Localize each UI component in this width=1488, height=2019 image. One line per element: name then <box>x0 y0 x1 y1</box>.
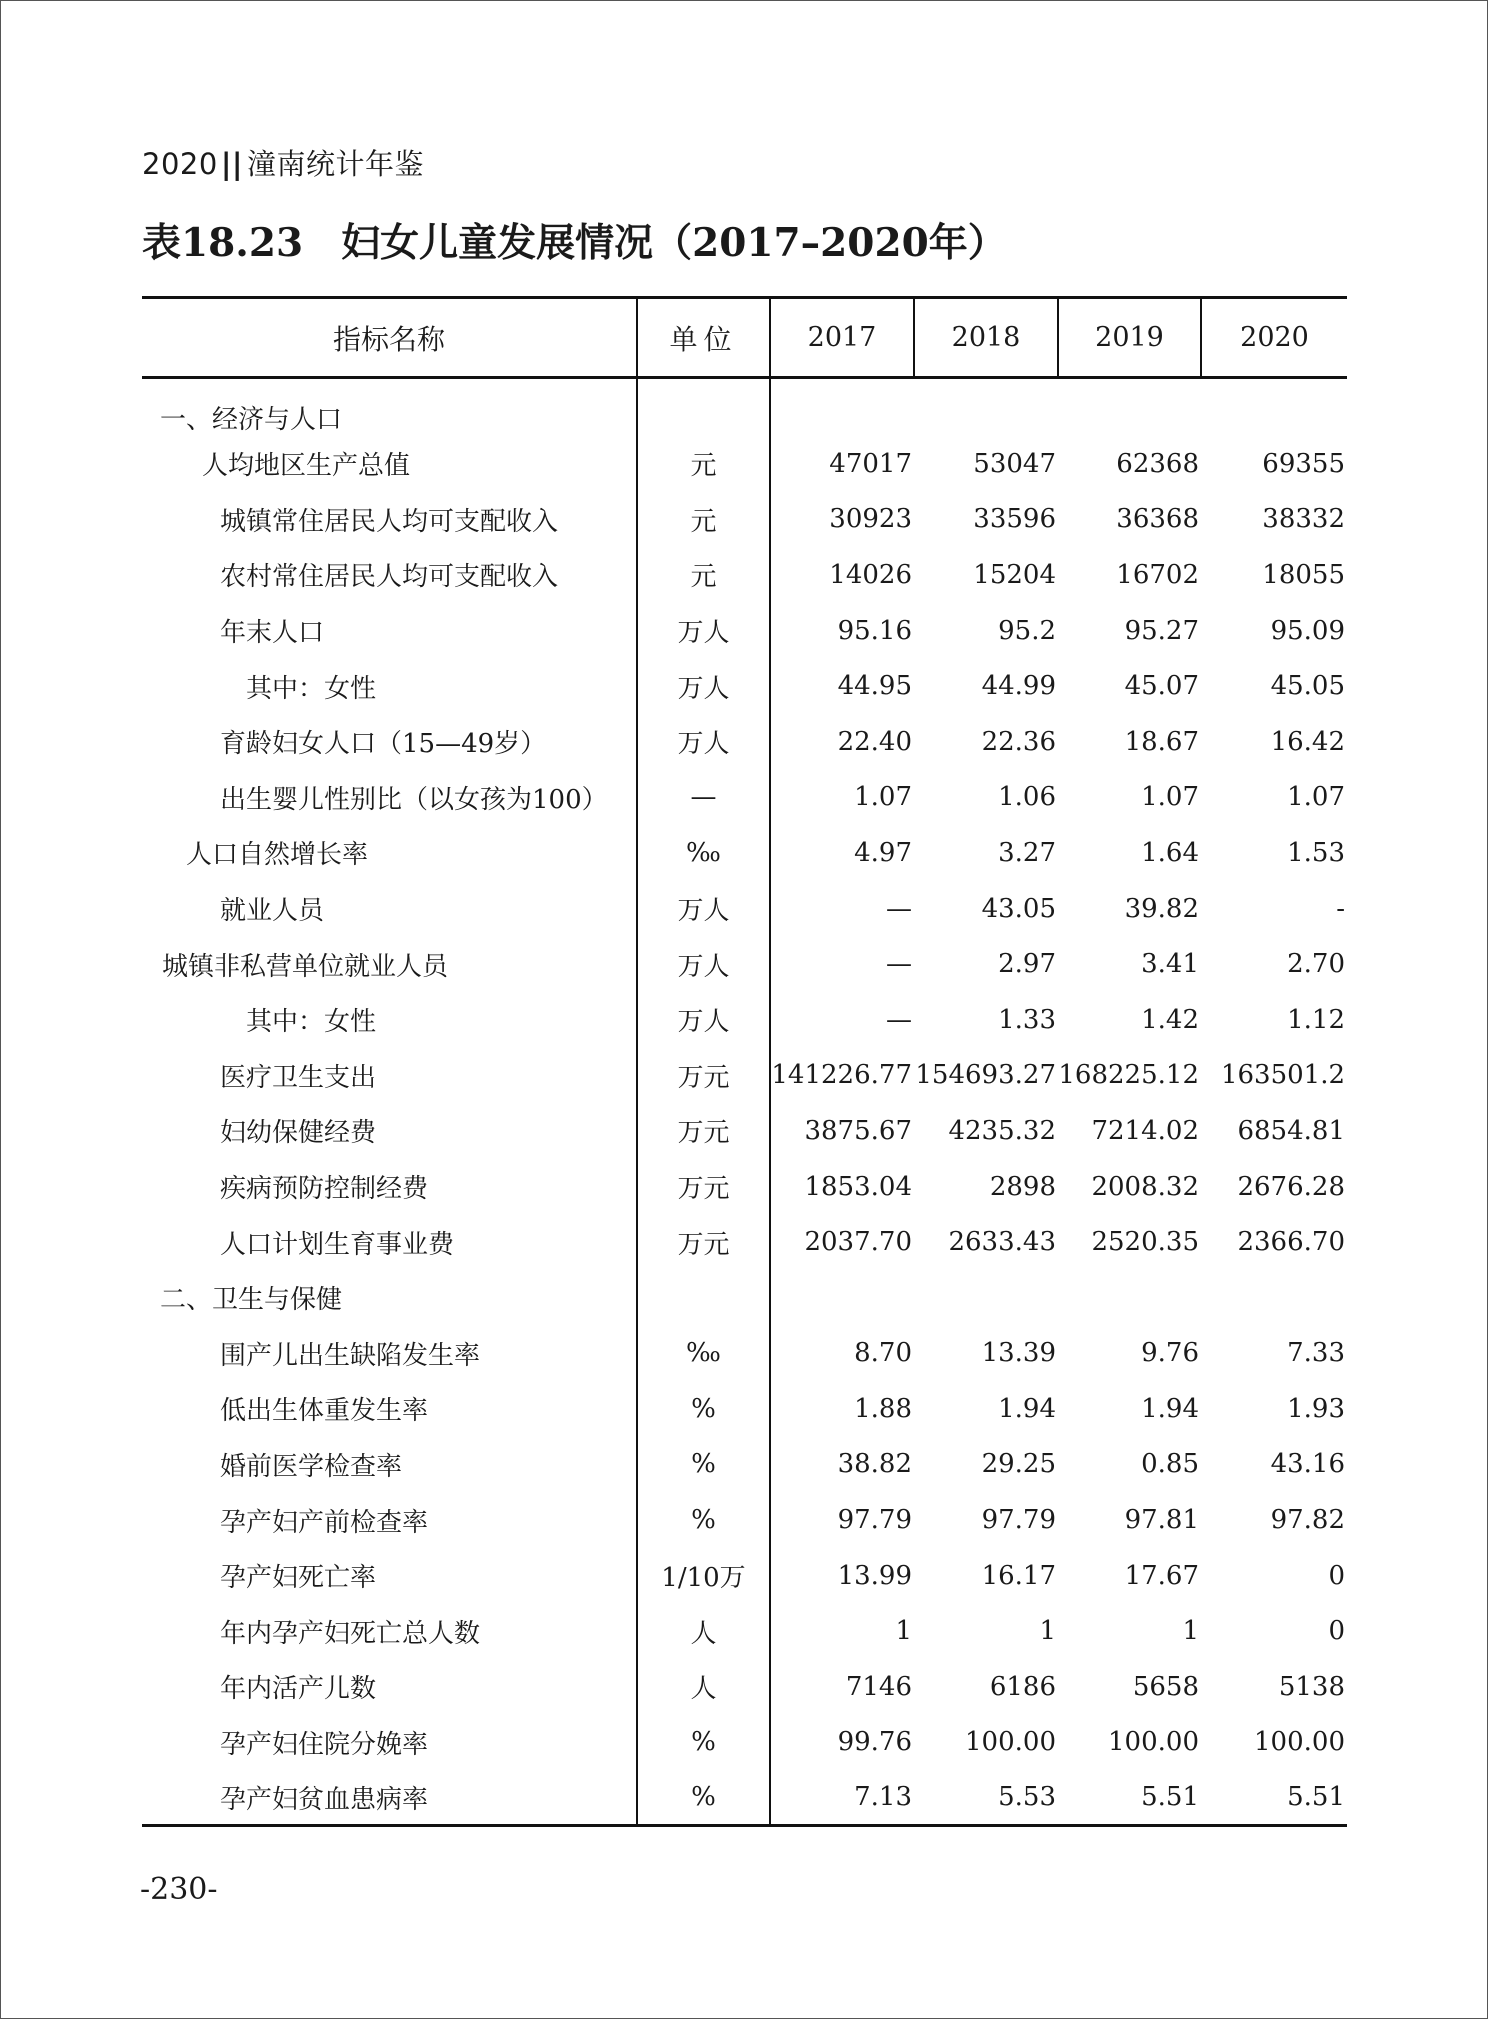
table-section-row <box>142 378 1347 437</box>
unit-cell: % <box>637 1715 770 1771</box>
value-2018: 43.05 <box>981 893 1056 924</box>
unit-cell: 元 <box>637 436 770 492</box>
value-2020: 69355 <box>1262 448 1345 479</box>
unit-cell: ‰ <box>637 1326 770 1382</box>
unit-cell: 万元 <box>637 1103 770 1159</box>
table-row <box>142 1770 1347 1826</box>
value-2017 <box>770 1270 914 1326</box>
value-2017: 1.88 <box>854 1393 912 1424</box>
table-row <box>142 881 1347 937</box>
value-2018 <box>914 1270 1058 1326</box>
unit-cell: 元 <box>637 547 770 603</box>
value-2020: 0 <box>1328 1560 1345 1591</box>
value-2020 <box>1201 378 1347 437</box>
value-2019: 17.67 <box>1124 1560 1199 1591</box>
value-2019: 36368 <box>1116 504 1199 535</box>
table-row <box>142 1492 1347 1548</box>
value-2018: 6186 <box>989 1671 1056 1702</box>
column-header-2019: 2019 <box>1058 298 1201 378</box>
value-2019: 1.07 <box>1141 782 1199 813</box>
indicator-name: 医疗卫生支出 <box>220 1062 377 1093</box>
value-2017: 30923 <box>829 504 912 535</box>
value-2019: 7214.02 <box>1091 1115 1199 1146</box>
table-row <box>142 1437 1347 1493</box>
value-2018: 5.53 <box>914 1770 1058 1826</box>
value-2020: - <box>1336 893 1345 924</box>
value-2019: 0.85 <box>1141 1449 1199 1480</box>
table-row <box>142 658 1347 714</box>
value-2020: 43.16 <box>1270 1449 1345 1480</box>
value-2019 <box>1058 1270 1201 1326</box>
unit-cell: % <box>637 1492 770 1548</box>
value-2019: 2520.35 <box>1091 1227 1199 1258</box>
value-2019: 39.82 <box>1124 893 1199 924</box>
indicator-name: 其中：女性 <box>246 1007 377 1038</box>
value-2019: 9.76 <box>1141 1338 1199 1369</box>
indicator-name: 围产儿出生缺陷发生率 <box>220 1340 481 1371</box>
unit-cell: 万人 <box>637 603 770 659</box>
table-section-row <box>142 1270 1347 1326</box>
unit-cell: 人 <box>637 1659 770 1715</box>
table-row <box>142 1381 1347 1437</box>
indicator-name: 就业人员 <box>220 896 325 927</box>
header-year: 2020 <box>142 147 218 181</box>
table-row <box>142 1659 1347 1715</box>
column-header-indicator: 指标名称 <box>142 298 637 378</box>
table-row <box>142 1048 1347 1104</box>
unit-cell: % <box>637 1770 770 1826</box>
value-2020: 38332 <box>1262 504 1345 535</box>
table-row <box>142 547 1347 603</box>
unit-cell: 万元 <box>637 1159 770 1215</box>
value-2018: 1.33 <box>998 1004 1056 1035</box>
value-2020: 2676.28 <box>1237 1171 1345 1202</box>
value-2018: 33596 <box>973 504 1056 535</box>
value-2019: 16702 <box>1116 559 1199 590</box>
unit-cell: 万元 <box>637 1048 770 1104</box>
unit-cell: 万人 <box>637 881 770 937</box>
table-row <box>142 770 1347 826</box>
indicator-name: 孕产妇贫血患病率 <box>142 1770 637 1826</box>
table-row <box>142 825 1347 881</box>
value-2020: 1.93 <box>1287 1393 1345 1424</box>
table-row <box>142 492 1347 548</box>
table-row <box>142 992 1347 1048</box>
value-2019: 3.41 <box>1141 949 1199 980</box>
value-2019: 97.81 <box>1124 1505 1199 1536</box>
unit-cell: — <box>637 770 770 826</box>
table-row <box>142 1103 1347 1159</box>
value-2020: 1.07 <box>1287 782 1345 813</box>
value-2017: 47017 <box>829 448 912 479</box>
value-2018: 29.25 <box>981 1449 1056 1480</box>
value-2020: 6854.81 <box>1237 1115 1345 1146</box>
value-2020: 18055 <box>1262 559 1345 590</box>
indicator-name: 人口自然增长率 <box>186 840 369 871</box>
value-2019: 1.42 <box>1141 1004 1199 1035</box>
value-2020: 95.09 <box>1270 615 1345 646</box>
page-number: -230- <box>140 1872 218 1907</box>
value-2020: 1.53 <box>1287 837 1345 868</box>
value-2017: — <box>886 893 912 924</box>
unit-cell: 人 <box>637 1603 770 1659</box>
unit-cell <box>637 1270 770 1326</box>
table-row <box>142 1214 1347 1270</box>
table-row <box>142 603 1347 659</box>
indicator-name: 人口计划生育事业费 <box>220 1229 455 1260</box>
value-2018: 100.00 <box>965 1727 1056 1758</box>
table-row <box>142 436 1347 492</box>
value-2017: 99.76 <box>837 1727 912 1758</box>
value-2019 <box>1058 378 1201 437</box>
value-2018: 1.06 <box>998 782 1056 813</box>
value-2020: 0 <box>1328 1616 1345 1647</box>
column-header-2018: 2018 <box>914 298 1058 378</box>
table-row <box>142 1603 1347 1659</box>
value-2017: 7146 <box>845 1671 912 1702</box>
unit-cell: 万人 <box>637 658 770 714</box>
table-body <box>142 378 1347 1826</box>
value-2017: 7.13 <box>770 1770 914 1826</box>
table-row <box>142 936 1347 992</box>
indicator-name: 农村常住居民人均可支配收入 <box>220 562 559 593</box>
unit-cell: 元 <box>637 492 770 548</box>
value-2017: 97.79 <box>837 1505 912 1536</box>
table-title-text: 妇女儿童发展情况（2017–2020年） <box>341 220 1007 266</box>
header-separator: || <box>220 147 243 181</box>
value-2020: 100.00 <box>1254 1727 1345 1758</box>
value-2017: — <box>886 949 912 980</box>
value-2020: 1.12 <box>1287 1004 1345 1035</box>
value-2020: 97.82 <box>1270 1505 1345 1536</box>
value-2017: 4.97 <box>854 837 912 868</box>
value-2020: 16.42 <box>1270 726 1345 757</box>
value-2019: 168225.12 <box>1058 1060 1199 1091</box>
value-2019: 5658 <box>1132 1671 1199 1702</box>
value-2018: 16.17 <box>981 1560 1056 1591</box>
table-number: 表18.23 <box>142 220 304 266</box>
unit-cell: 万人 <box>637 992 770 1048</box>
value-2017: 8.70 <box>854 1338 912 1369</box>
value-2017: 13.99 <box>837 1560 912 1591</box>
indicator-name: 孕产妇产前检查率 <box>220 1507 429 1538</box>
indicator-name: 孕产妇住院分娩率 <box>220 1729 429 1760</box>
value-2018: 3.27 <box>998 837 1056 868</box>
value-2018: 2.97 <box>998 949 1056 980</box>
value-2017: 3875.67 <box>804 1115 912 1146</box>
value-2017: 2037.70 <box>804 1227 912 1258</box>
table-row <box>142 1715 1347 1771</box>
value-2018: 97.79 <box>981 1505 1056 1536</box>
table-row <box>142 1548 1347 1604</box>
indicator-name: 出生婴儿性别比（以女孩为100） <box>220 784 608 815</box>
value-2019: 5.51 <box>1058 1770 1201 1826</box>
value-2017: — <box>886 1004 912 1035</box>
indicator-name: 人均地区生产总值 <box>202 451 411 482</box>
value-2019: 1.94 <box>1141 1393 1199 1424</box>
value-2017: 1 <box>895 1616 912 1647</box>
value-2018: 95.2 <box>998 615 1056 646</box>
indicator-name: 孕产妇死亡率 <box>220 1563 377 1594</box>
table-row <box>142 714 1347 770</box>
header-book-title: 潼南统计年鉴 <box>247 147 425 181</box>
table-header-row <box>142 298 1347 378</box>
value-2019: 18.67 <box>1124 726 1199 757</box>
indicator-name: 妇幼保健经费 <box>220 1118 377 1149</box>
value-2018: 154693.27 <box>915 1060 1056 1091</box>
unit-cell: 万人 <box>637 936 770 992</box>
column-header-2020: 2020 <box>1201 298 1347 378</box>
value-2018: 1 <box>1039 1616 1056 1647</box>
value-2020: 2366.70 <box>1237 1227 1345 1258</box>
indicator-name: 城镇非私营单位就业人员 <box>162 951 449 982</box>
value-2020: 5138 <box>1278 1671 1345 1702</box>
unit-cell: 1/10万 <box>637 1548 770 1604</box>
indicator-name: 疾病预防控制经费 <box>220 1174 429 1205</box>
value-2020: 45.05 <box>1270 671 1345 702</box>
value-2017: 1.07 <box>854 782 912 813</box>
value-2019: 1 <box>1182 1616 1199 1647</box>
value-2019: 95.27 <box>1124 615 1199 646</box>
value-2020: 2.70 <box>1287 949 1345 980</box>
value-2017: 38.82 <box>837 1449 912 1480</box>
column-header-unit: 单位 <box>637 298 770 378</box>
value-2020: 7.33 <box>1287 1338 1345 1369</box>
value-2018: 2898 <box>989 1171 1056 1202</box>
value-2020: 163501.2 <box>1220 1060 1345 1091</box>
indicator-name: 其中：女性 <box>246 673 377 704</box>
unit-cell: 万元 <box>637 1214 770 1270</box>
unit-cell <box>637 378 770 437</box>
indicator-name: 育龄妇女人口（15—49岁） <box>220 729 547 760</box>
unit-cell: 万人 <box>637 714 770 770</box>
value-2018: 13.39 <box>981 1338 1056 1369</box>
section-title: 一、经济与人口 <box>160 405 343 435</box>
value-2019: 62368 <box>1116 448 1199 479</box>
value-2020: 5.51 <box>1201 1770 1347 1826</box>
value-2017 <box>770 378 914 437</box>
indicator-name: 城镇常住居民人均可支配收入 <box>220 506 559 537</box>
value-2017: 95.16 <box>837 615 912 646</box>
section-title: 二、卫生与保健 <box>160 1285 343 1316</box>
value-2018: 2633.43 <box>948 1227 1056 1258</box>
value-2017: 22.40 <box>837 726 912 757</box>
value-2018: 44.99 <box>981 671 1056 702</box>
value-2019: 45.07 <box>1124 671 1199 702</box>
value-2018: 1.94 <box>998 1393 1056 1424</box>
statistics-table <box>142 296 1347 1827</box>
indicator-name: 婚前医学检查率 <box>220 1451 403 1482</box>
value-2018 <box>914 378 1058 437</box>
value-2017: 44.95 <box>837 671 912 702</box>
unit-cell: ‰ <box>637 825 770 881</box>
value-2018: 53047 <box>973 448 1056 479</box>
value-2018: 15204 <box>973 559 1056 590</box>
table-title <box>142 212 1007 268</box>
table-row <box>142 1326 1347 1382</box>
value-2018: 22.36 <box>981 726 1056 757</box>
value-2017: 1853.04 <box>804 1171 912 1202</box>
value-2019: 100.00 <box>1108 1727 1199 1758</box>
table-row <box>142 1159 1347 1215</box>
value-2019: 1.64 <box>1141 837 1199 868</box>
column-header-2017: 2017 <box>770 298 914 378</box>
value-2018: 4235.32 <box>948 1115 1056 1146</box>
value-2019: 2008.32 <box>1091 1171 1199 1202</box>
indicator-name: 年内活产儿数 <box>220 1674 377 1705</box>
value-2017: 14026 <box>829 559 912 590</box>
indicator-name: 年末人口 <box>220 618 325 649</box>
indicator-name: 低出生体重发生率 <box>220 1396 429 1427</box>
value-2017: 141226.77 <box>771 1060 912 1091</box>
unit-cell: % <box>637 1437 770 1493</box>
value-2020 <box>1201 1270 1347 1326</box>
unit-cell: % <box>637 1381 770 1437</box>
running-header <box>142 142 424 183</box>
indicator-name: 年内孕产妇死亡总人数 <box>220 1618 481 1649</box>
